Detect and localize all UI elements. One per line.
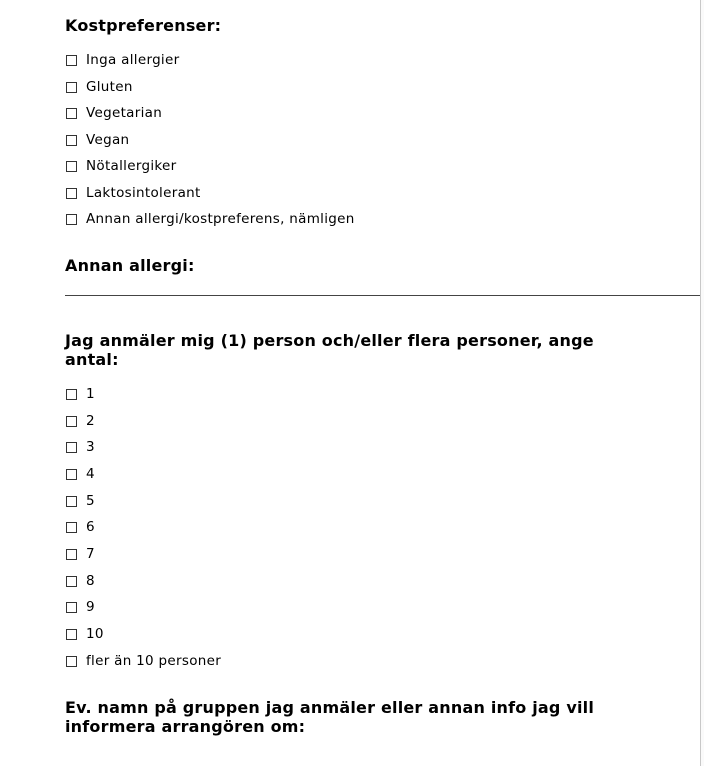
- checkbox-icon[interactable]: [66, 656, 77, 667]
- checkbox-icon[interactable]: [66, 416, 77, 427]
- option-label: 4: [86, 466, 95, 482]
- diet-option-vegan[interactable]: [66, 131, 129, 149]
- checkbox-icon[interactable]: [66, 389, 77, 400]
- option-label: Vegetarian: [86, 105, 163, 121]
- option-label: 10: [86, 626, 104, 642]
- count-option-6[interactable]: [66, 518, 95, 536]
- diet-option-lactose-intolerant[interactable]: [66, 184, 201, 202]
- checkbox-icon[interactable]: [66, 161, 77, 172]
- checkbox-icon[interactable]: [66, 469, 77, 480]
- option-label: 2: [86, 413, 95, 429]
- diet-heading: Kostpreferenser:: [65, 16, 222, 35]
- option-label: Gluten: [86, 79, 133, 95]
- count-option-8[interactable]: [66, 572, 95, 590]
- checkbox-icon[interactable]: [66, 135, 77, 146]
- count-option-4[interactable]: [66, 465, 95, 483]
- checkbox-icon[interactable]: [66, 442, 77, 453]
- diet-option-no-allergies[interactable]: [66, 51, 179, 69]
- checkbox-icon[interactable]: [66, 496, 77, 507]
- other-allergy-underline: [65, 295, 700, 296]
- count-option-1[interactable]: [66, 385, 95, 403]
- diet-option-other[interactable]: [66, 210, 355, 228]
- checkbox-icon[interactable]: [66, 576, 77, 587]
- checkbox-icon[interactable]: [66, 522, 77, 533]
- checkbox-icon[interactable]: [66, 55, 77, 66]
- option-label: fler än 10 personer: [86, 653, 222, 669]
- option-label: 7: [86, 546, 95, 562]
- option-label: 9: [86, 599, 95, 615]
- checkbox-icon[interactable]: [66, 214, 77, 225]
- checkbox-icon[interactable]: [66, 108, 77, 119]
- count-option-7[interactable]: [66, 545, 95, 563]
- other-allergy-heading: Annan allergi:: [65, 256, 195, 275]
- count-option-3[interactable]: [66, 438, 95, 456]
- count-option-9[interactable]: [66, 598, 95, 616]
- option-label: 5: [86, 493, 95, 509]
- checkbox-icon[interactable]: [66, 188, 77, 199]
- count-heading: Jag anmäler mig (1) person och/eller flera personer, ange antal:: [65, 331, 594, 369]
- option-label: Inga allergier: [86, 52, 180, 68]
- option-label: Laktosintolerant: [86, 185, 201, 201]
- diet-option-nut-allergy[interactable]: [66, 157, 176, 175]
- option-label: Nötallergiker: [86, 158, 177, 174]
- other-allergy-input[interactable]: [65, 270, 704, 296]
- count-option-more-than-10[interactable]: [66, 652, 221, 670]
- group-info-heading: Ev. namn på gruppen jag anmäler eller annan info jag vill informera arrangören om:: [65, 698, 595, 736]
- option-label: 3: [86, 439, 95, 455]
- checkbox-icon[interactable]: [66, 602, 77, 613]
- option-label: 1: [86, 386, 95, 402]
- option-label: Vegan: [86, 132, 130, 148]
- option-label: 6: [86, 519, 95, 535]
- checkbox-icon[interactable]: [66, 82, 77, 93]
- count-option-5[interactable]: [66, 492, 95, 510]
- option-label: 8: [86, 573, 95, 589]
- option-label: Annan allergi/kostpreferens, nämligen: [86, 211, 355, 227]
- checkbox-icon[interactable]: [66, 629, 77, 640]
- checkbox-icon[interactable]: [66, 549, 77, 560]
- diet-option-gluten[interactable]: [66, 78, 133, 96]
- count-option-2[interactable]: [66, 412, 95, 430]
- diet-option-vegetarian[interactable]: [66, 104, 162, 122]
- count-option-10[interactable]: [66, 625, 104, 643]
